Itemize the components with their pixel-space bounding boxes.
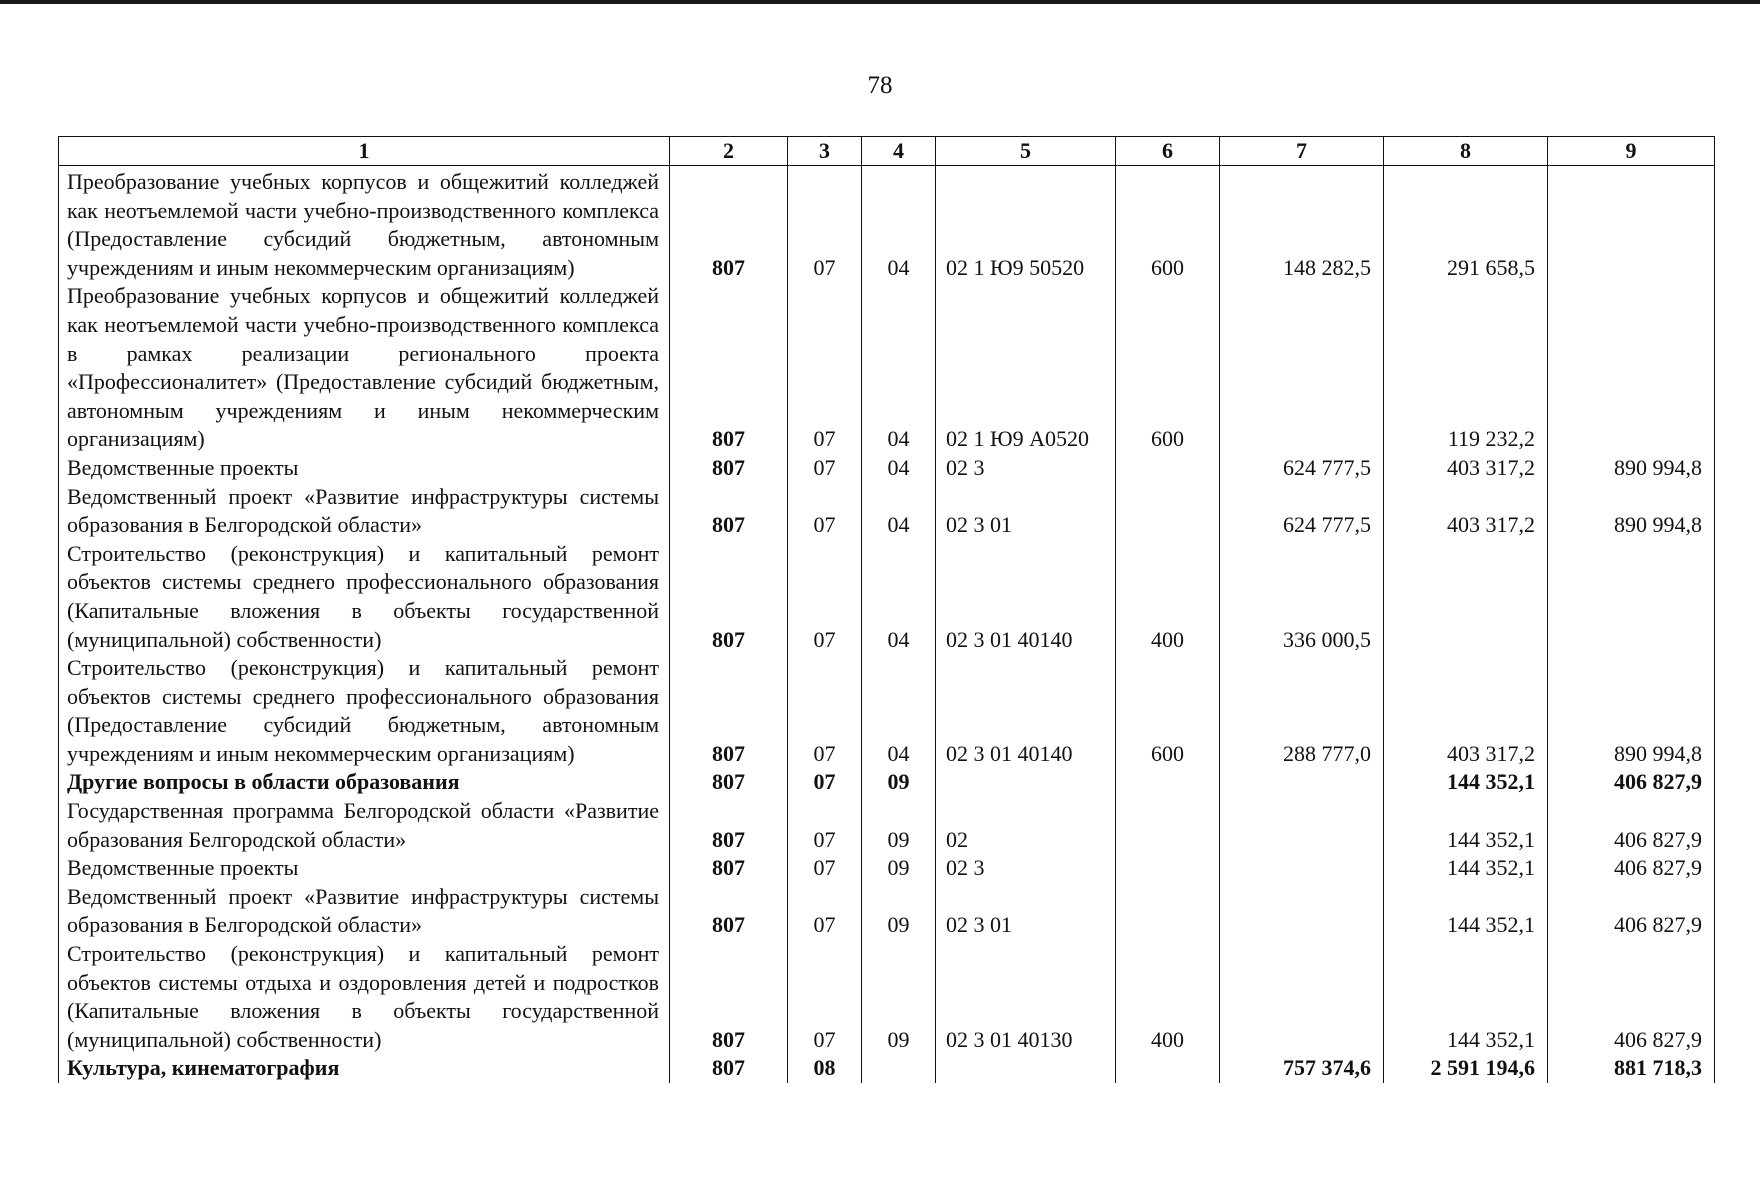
row-expense-type: 600 [1116,654,1220,768]
row-subsection-code [862,1054,936,1083]
row-section-code: 07 [788,883,862,940]
row-expense-type [1116,1054,1220,1083]
row-grbs-code: 807 [670,797,788,854]
row-subsection-code: 09 [862,797,936,854]
row-amount-col7 [1220,883,1384,940]
row-amount-col8: 144 352,1 [1384,768,1548,797]
row-grbs-code: 807 [670,540,788,654]
row-subsection-code: 09 [862,854,936,883]
row-section-code: 08 [788,1054,862,1083]
header-col-6: 6 [1116,137,1220,166]
header-col-2: 2 [670,137,788,166]
table-row [59,940,1715,1054]
row-amount-col8: 403 317,2 [1384,454,1548,483]
row-amount-col7: 624 777,5 [1220,483,1384,540]
header-col-7: 7 [1220,137,1384,166]
row-amount-col9 [1548,282,1715,454]
row-amount-col7 [1220,797,1384,854]
table-row [59,454,1715,483]
row-amount-col9: 890 994,8 [1548,483,1715,540]
row-expense-type [1116,854,1220,883]
row-section-code: 07 [788,940,862,1054]
header-col-1: 1 [59,137,670,166]
row-amount-col7 [1220,768,1384,797]
row-target-article: 02 3 [936,854,1116,883]
header-col-3: 3 [788,137,862,166]
header-col-5: 5 [936,137,1116,166]
header-col-4: 4 [862,137,936,166]
table-header [59,137,1715,166]
table-row [59,540,1715,654]
row-name: Преобразование учебных корпусов и общежитий колледжей как неотъемлемой части учебно-производственного комплекса (Предоставление субсидий бюджетным, автономным учреждениям и иным некоммерческим организациям) [59,166,670,283]
row-section-code: 07 [788,854,862,883]
table-row [59,654,1715,768]
row-expense-type [1116,883,1220,940]
row-expense-type [1116,483,1220,540]
row-amount-col7: 148 282,5 [1220,166,1384,283]
row-grbs-code: 807 [670,1054,788,1083]
table-row [59,1054,1715,1083]
row-section-code: 07 [788,654,862,768]
row-grbs-code: 807 [670,282,788,454]
row-grbs-code: 807 [670,166,788,283]
row-expense-type: 600 [1116,166,1220,283]
row-subsection-code: 09 [862,768,936,797]
row-amount-col9: 890 994,8 [1548,454,1715,483]
row-name: Строительство (реконструкция) и капитальный ремонт объектов системы среднего профессионального образования (Капитальные вложения в объекты государственной (муниципальной) собственности) [59,540,670,654]
row-amount-col7: 288 777,0 [1220,654,1384,768]
row-name: Другие вопросы в области образования [59,768,670,797]
row-amount-col7 [1220,940,1384,1054]
row-grbs-code: 807 [670,454,788,483]
table-body [59,166,1715,1084]
row-target-article: 02 3 01 40130 [936,940,1116,1054]
page-number: 78 [867,72,893,99]
row-expense-type: 600 [1116,282,1220,454]
row-grbs-code: 807 [670,768,788,797]
header-col-9: 9 [1548,137,1715,166]
row-subsection-code: 04 [862,454,936,483]
row-section-code: 07 [788,166,862,283]
table-row [59,797,1715,854]
top-rule [0,0,1760,4]
row-grbs-code: 807 [670,883,788,940]
row-amount-col8 [1384,540,1548,654]
row-subsection-code: 04 [862,166,936,283]
row-target-article: 02 3 [936,454,1116,483]
row-grbs-code: 807 [670,654,788,768]
row-target-article: 02 3 01 [936,883,1116,940]
header-col-8: 8 [1384,137,1548,166]
row-expense-type: 400 [1116,540,1220,654]
row-amount-col9: 406 827,9 [1548,797,1715,854]
table-row [59,483,1715,540]
row-name: Ведомственные проекты [59,854,670,883]
row-subsection-code: 04 [862,654,936,768]
row-amount-col9: 881 718,3 [1548,1054,1715,1083]
row-target-article [936,1054,1116,1083]
table-row [59,282,1715,454]
table-row [59,166,1715,283]
row-grbs-code: 807 [670,854,788,883]
row-amount-col7: 336 000,5 [1220,540,1384,654]
row-section-code: 07 [788,768,862,797]
row-target-article: 02 1 Ю9 50520 [936,166,1116,283]
row-name: Преобразование учебных корпусов и общежитий колледжей как неотъемлемой части учебно-производственного комплекса в рамках реализации регионального проекта «Профессионалитет» (Предоставление субсидий бюджетным, автономным учреждениям и иным некоммерческим организациям) [59,282,670,454]
row-amount-col7: 624 777,5 [1220,454,1384,483]
row-subsection-code: 09 [862,940,936,1054]
row-amount-col7: 757 374,6 [1220,1054,1384,1083]
row-expense-type [1116,797,1220,854]
row-subsection-code: 04 [862,483,936,540]
row-amount-col9 [1548,166,1715,283]
row-expense-type: 400 [1116,940,1220,1054]
row-name: Государственная программа Белгородской области «Развитие образования Белгородской области» [59,797,670,854]
row-amount-col7 [1220,282,1384,454]
row-expense-type [1116,768,1220,797]
table-row [59,883,1715,940]
row-amount-col8: 119 232,2 [1384,282,1548,454]
row-section-code: 07 [788,282,862,454]
row-amount-col9: 406 827,9 [1548,883,1715,940]
row-amount-col9: 406 827,9 [1548,768,1715,797]
row-amount-col9: 890 994,8 [1548,654,1715,768]
row-amount-col8: 2 591 194,6 [1384,1054,1548,1083]
row-amount-col8: 403 317,2 [1384,654,1548,768]
row-amount-col9 [1548,540,1715,654]
row-amount-col8: 144 352,1 [1384,797,1548,854]
table-row [59,768,1715,797]
row-amount-col8: 291 658,5 [1384,166,1548,283]
row-amount-col8: 144 352,1 [1384,883,1548,940]
row-section-code: 07 [788,454,862,483]
row-section-code: 07 [788,540,862,654]
row-subsection-code: 04 [862,282,936,454]
row-section-code: 07 [788,797,862,854]
row-name: Строительство (реконструкция) и капитальный ремонт объектов системы отдыха и оздоровления детей и подростков (Капитальные вложения в объекты государственной (муниципальной) собственности) [59,940,670,1054]
row-target-article: 02 3 01 40140 [936,654,1116,768]
row-grbs-code: 807 [670,940,788,1054]
table-row [59,854,1715,883]
row-grbs-code: 807 [670,483,788,540]
row-target-article [936,768,1116,797]
header-row [59,137,1715,166]
row-amount-col7 [1220,854,1384,883]
row-amount-col8: 403 317,2 [1384,483,1548,540]
budget-table [58,136,1715,1083]
row-subsection-code: 09 [862,883,936,940]
row-name: Ведомственный проект «Развитие инфраструктуры системы образования в Белгородской области» [59,483,670,540]
row-expense-type [1116,454,1220,483]
row-section-code: 07 [788,483,862,540]
row-amount-col8: 144 352,1 [1384,940,1548,1054]
row-target-article: 02 [936,797,1116,854]
row-name: Культура, кинематография [59,1054,670,1083]
row-amount-col8: 144 352,1 [1384,854,1548,883]
row-name: Строительство (реконструкция) и капитальный ремонт объектов системы среднего профессионального образования (Предоставление субсидий бюджетным, автономным учреждениям и иным некоммерческим организациям) [59,654,670,768]
row-name: Ведомственный проект «Развитие инфраструктуры системы образования в Белгородской области» [59,883,670,940]
row-name: Ведомственные проекты [59,454,670,483]
row-amount-col9: 406 827,9 [1548,854,1715,883]
row-subsection-code: 04 [862,540,936,654]
row-target-article: 02 3 01 [936,483,1116,540]
row-target-article: 02 3 01 40140 [936,540,1116,654]
row-amount-col9: 406 827,9 [1548,940,1715,1054]
row-target-article: 02 1 Ю9 А0520 [936,282,1116,454]
